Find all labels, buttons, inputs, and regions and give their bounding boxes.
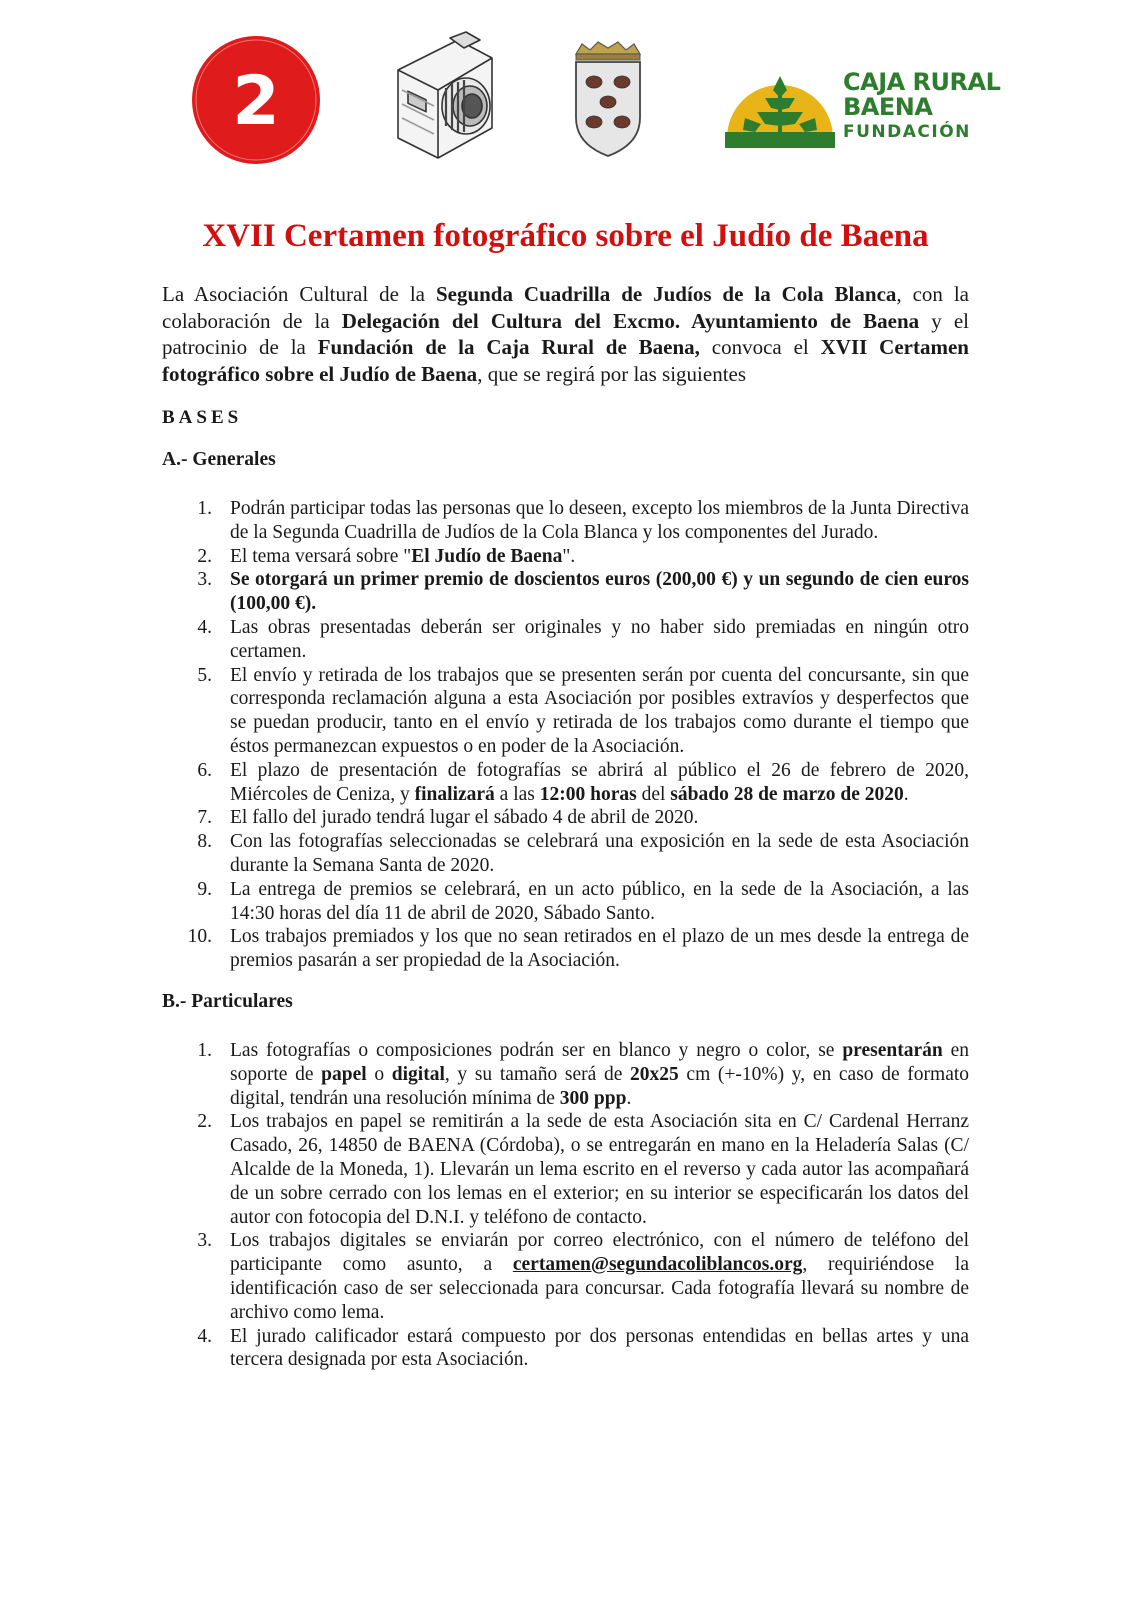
list-item xyxy=(162,878,969,926)
item-text: El envío y retirada de los trabajos que se presenten serán por cuenta del concursante, sin que corresponda reclamación alguna a esta Asociación por posibles extravíos y desperfectos que se puedan producir, tanto en el envío y retirada de los trabajos como durante el tiempo que éstos permanezcan expuestos o en poder de la Asociación. xyxy=(230,664,969,757)
item-number: 2. xyxy=(197,545,212,567)
item-bold: 12:00 horas xyxy=(539,783,637,805)
item-text: Los trabajos en papel se remitirán a la sede de esta Asociación sita en C/ Cardenal Herranz Casado, 26, 14850 de BAENA (Córdoba), o se entregarán en mano en la Heladería Salas (C/ Alcalde de la Moneda, 1). Llevarán un lema escrito en el reverso y cada autor las acompañará de un sobre cerrado con los lemas en el exterior; en su interior se especificarán los datos del autor con fotocopia del D.N.I. y teléfono de contacto. xyxy=(230,1111,969,1228)
item-bold: El Judío de Baena xyxy=(411,545,563,567)
item-text: en soporte de xyxy=(230,1039,970,1085)
item-text: del xyxy=(636,783,671,805)
item-bold: Se otorgará un primer premio de doscientos euros (200,00 €) y un segundo de cien euros (100,00 €). xyxy=(230,569,969,615)
header-logos xyxy=(0,28,1131,168)
list-item xyxy=(162,1110,969,1229)
item-bold: 300 ppp xyxy=(559,1087,627,1109)
camera-sketch-logo xyxy=(388,30,500,162)
sponsor-name-line1: CAJA RURAL xyxy=(843,68,1001,96)
intro-text: convoca el xyxy=(699,335,821,359)
list-item xyxy=(162,759,969,807)
item-bold: sábado 28 de marzo de 2020 xyxy=(670,783,904,805)
intro-text: y el patrocinio de la xyxy=(162,308,970,359)
item-number: 4. xyxy=(197,616,212,638)
item-number: 1. xyxy=(197,498,212,519)
item-text: Los trabajos premiados y los que no sean retirados en el plazo de un mes desde la entrega de premios pasarán a ser propiedad de la Asociación. xyxy=(230,926,969,972)
item-bold: presentarán xyxy=(842,1039,943,1061)
intro-bold-contest: XVII Certamen fotográfico sobre el Judío de Baena xyxy=(162,335,969,386)
item-number: 4. xyxy=(197,1325,212,1347)
item-text: Las obras presentadas deberán ser originales y no haber sido premiadas en ningún otro certamen. xyxy=(230,616,969,662)
list-item xyxy=(162,664,969,759)
list-item xyxy=(162,497,969,545)
section-a-heading: A.- Generales xyxy=(162,449,276,470)
item-bold: finalizará xyxy=(414,783,495,805)
item-text: Con las fotografías seleccionadas se celebrará una exposición en la sede de esta Asociación durante la Semana Santa de 2020. xyxy=(230,831,969,876)
item-number: 7. xyxy=(197,807,212,829)
list-item xyxy=(162,616,969,664)
document-title: XVII Certamen fotográfico sobre el Judío de Baena xyxy=(202,218,929,254)
sponsor-name-line3: FUNDACIÓN xyxy=(843,122,971,142)
item-number: 9. xyxy=(197,878,212,900)
intro-text: , que se regirá por las siguientes xyxy=(477,361,747,386)
item-bold: 20x25 xyxy=(630,1063,679,1085)
item-text: , y su tamaño será de xyxy=(444,1063,631,1085)
intro-bold-association: Segunda Cuadrilla de Judíos de la Cola Blanca xyxy=(435,282,897,306)
list-item xyxy=(162,1229,969,1324)
item-text: El jurado calificador estará compuesto por dos personas entendidas en bellas artes y una tercera designada por esta Asociación. xyxy=(230,1325,969,1371)
intro-paragraph xyxy=(162,281,969,387)
item-text: cm (+-10%) y, en caso de formato digital, tendrán una resolución mínima de xyxy=(230,1063,970,1109)
list-item xyxy=(162,830,969,878)
item-number: 3. xyxy=(197,569,212,591)
item-text: El fallo del jurado tendrá lugar el sábado 4 de abril de 2020. xyxy=(230,807,699,829)
list-item xyxy=(162,1039,969,1110)
cuadrilla-number-logo xyxy=(190,34,322,166)
item-text: El plazo de presentación de fotografías se abrirá al público el 26 de febrero de 2020, Miércoles de Ceniza, y xyxy=(230,759,969,805)
item-bold: papel xyxy=(321,1063,367,1085)
section-b-heading: B.- Particulares xyxy=(162,990,293,1012)
item-number: 6. xyxy=(197,759,212,781)
list-item xyxy=(162,568,969,616)
item-text: El tema versará sobre " xyxy=(230,545,412,567)
baena-coat-of-arms-logo xyxy=(568,40,648,160)
wheat-sun-icon xyxy=(725,68,835,148)
sponsor-name-line2: BAENA xyxy=(843,93,933,121)
list-item xyxy=(162,545,969,569)
document-body xyxy=(162,281,969,1372)
intro-bold-foundation: Fundación de la Caja Rural de Baena, xyxy=(317,335,700,359)
item-number: 10. xyxy=(187,926,212,948)
item-text: Los trabajos digitales se enviarán por correo electrónico, con el número de teléfono del participante como asunto, a xyxy=(230,1230,969,1276)
list-item xyxy=(162,806,969,830)
list-item xyxy=(162,925,969,973)
intro-bold-delegation: Delegación del Cultura del Excmo. Ayuntamiento de Baena xyxy=(341,308,920,333)
item-number: 2. xyxy=(197,1111,212,1133)
item-text: Podrán participar todas las personas que lo deseen, excepto los miembros de la Junta Directiva de la Segunda Cuadrilla de Judíos de la Cola Blanca y los componentes del Jurado. xyxy=(230,498,969,543)
item-number: 1. xyxy=(197,1039,212,1061)
item-text: o xyxy=(366,1063,392,1085)
section-b-list xyxy=(162,1039,969,1372)
intro-text: La Asociación Cultural de la xyxy=(162,282,436,306)
logo-number: 2 xyxy=(232,62,280,141)
bases-heading: BASES xyxy=(162,407,243,428)
item-text: , requiriéndose la identificación caso de ser seleccionada para concursar. Cada fotografía llevará su nombre de archivo como lema. xyxy=(230,1254,969,1323)
caja-rural-baena-logo xyxy=(725,68,1015,148)
item-text: . xyxy=(626,1087,632,1109)
contest-email-link[interactable]: certamen@segundacoliblancos.org xyxy=(512,1254,803,1276)
item-number: 3. xyxy=(197,1230,212,1252)
section-a-list xyxy=(162,497,969,973)
item-number: 8. xyxy=(197,831,212,853)
item-bold: digital xyxy=(391,1063,445,1085)
item-text: Las fotografías o composiciones podrán ser en blanco y negro o color, se xyxy=(230,1039,843,1061)
list-item xyxy=(162,1325,969,1373)
item-text: a las xyxy=(494,783,540,805)
item-text: La entrega de premios se celebrará, en un acto público, en la sede de la Asociación, a las 14:30 horas del día 11 de abril de 2020, Sábado Santo. xyxy=(230,878,969,924)
intro-text: , con la colaboración de la xyxy=(162,282,969,333)
item-text: ". xyxy=(562,545,576,567)
item-text: . xyxy=(903,783,909,805)
item-number: 5. xyxy=(197,664,212,686)
